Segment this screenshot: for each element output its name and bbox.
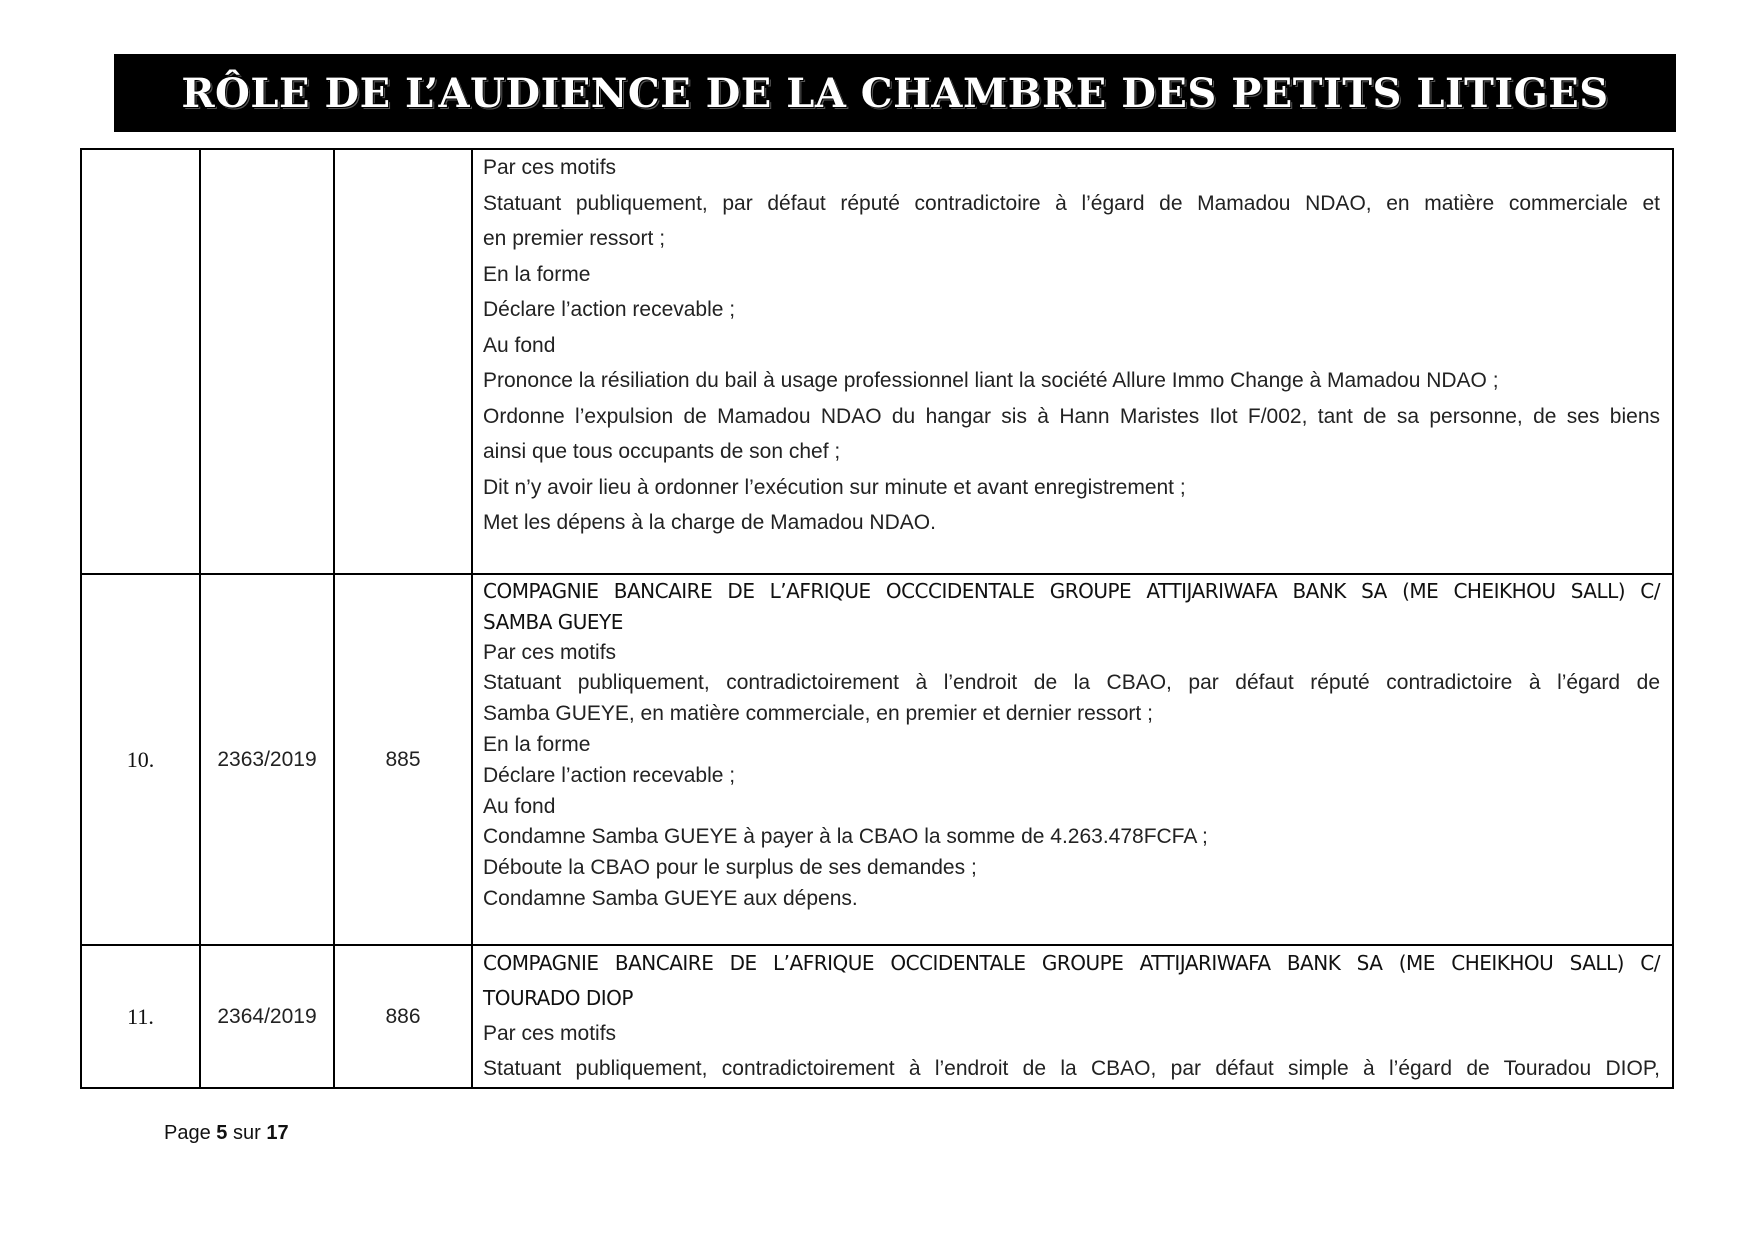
case-ruling [472, 945, 1673, 1088]
case-ruling [472, 149, 1673, 574]
page-footer [164, 1122, 289, 1145]
case-parties: COMPAGNIE BANCAIRE DE L’AFRIQUE OCCCIDENTALE GROUPE ATTIJARIWAFA BANK SA (ME CHEIKHOU SALL) C/ [483, 579, 1660, 603]
case-number [81, 149, 200, 574]
ruling-line: en premier ressort ; [483, 227, 666, 250]
hearing-roll-table [80, 148, 1674, 1089]
case-decision-number: 886 [334, 945, 472, 1088]
table-row [81, 574, 1673, 945]
case-parties: COMPAGNIE BANCAIRE DE L’AFRIQUE OCCIDENTALE GROUPE ATTIJARIWAFA BANK SA (ME CHEIKHOU SALL) C/ [483, 951, 1660, 975]
ruling-line: Statuant publiquement, contradictoirement à l’endroit de la CBAO, par défaut simple à l’égard de Touradou DIOP, [483, 1057, 1660, 1080]
ruling-line: En la forme [483, 732, 591, 756]
page-total: 17 [266, 1122, 289, 1144]
ruling-line: Statuant publiquement, contradictoirement à l’endroit de la CBAO, par défaut réputé contradictoire à l’égard de [483, 671, 1660, 695]
ruling-line: Condamne Samba GUEYE à payer à la CBAO la somme de 4.263.478FCFA ; [483, 825, 1208, 849]
ruling-line: Par ces motifs [483, 1022, 617, 1045]
ruling-line: En la forme [483, 262, 591, 286]
page-label: Page [164, 1122, 211, 1144]
case-rg-number: 2363/2019 [200, 574, 334, 945]
page-title: RÔLE DE L’AUDIENCE DE LA CHAMBRE DES PETITS LITIGES [181, 69, 1609, 117]
ruling-line: Prononce la résiliation du bail à usage professionnel liant la société Allure Immo Change à Mamadou NDAO ; [483, 369, 1499, 392]
ruling-line: Met les dépens à la charge de Mamadou NDAO. [483, 511, 936, 534]
ruling-line: Déclare l’action recevable ; [483, 298, 736, 321]
ruling-line: Statuant publiquement, par défaut réputé contradictoire à l’égard de Mamadou NDAO, en matière commerciale et [483, 191, 1660, 215]
ruling-line: ainsi que tous occupants de son chef ; [483, 440, 841, 463]
case-decision-number: 885 [334, 574, 472, 945]
table-row [81, 945, 1673, 1088]
page-current: 5 [216, 1122, 228, 1144]
ruling-line: Par ces motifs [483, 640, 617, 664]
ruling-line: Dit n’y avoir lieu à ordonner l’exécution sur minute et avant enregistrement ; [483, 475, 1186, 499]
ruling-line: Au fond [483, 794, 556, 818]
ruling-line: Déclare l’action recevable ; [483, 763, 736, 787]
page-separator: sur [232, 1122, 261, 1144]
case-number: 11. [81, 945, 200, 1088]
ruling-line: Samba GUEYE, en matière commerciale, en premier et dernier ressort ; [483, 702, 1153, 726]
ruling-line: Ordonne l’expulsion de Mamadou NDAO du hangar sis à Hann Maristes Ilot F/002, tant de sa personne, de ses biens [483, 404, 1660, 428]
ruling-line: Par ces motifs [483, 156, 617, 179]
case-decision-number [334, 149, 472, 574]
case-rg-number [200, 149, 334, 574]
case-ruling [472, 574, 1673, 945]
case-rg-number: 2364/2019 [200, 945, 334, 1088]
case-parties: TOURADO DIOP [483, 986, 633, 1010]
ruling-line: Déboute la CBAO pour le surplus de ses demandes ; [483, 856, 977, 880]
title-banner [114, 54, 1676, 132]
ruling-line: Au fond [483, 333, 556, 357]
case-parties: SAMBA GUEYE [483, 609, 623, 634]
ruling-line: Condamne Samba GUEYE aux dépens. [483, 886, 858, 910]
case-number: 10. [81, 574, 200, 945]
table-row [81, 149, 1673, 574]
